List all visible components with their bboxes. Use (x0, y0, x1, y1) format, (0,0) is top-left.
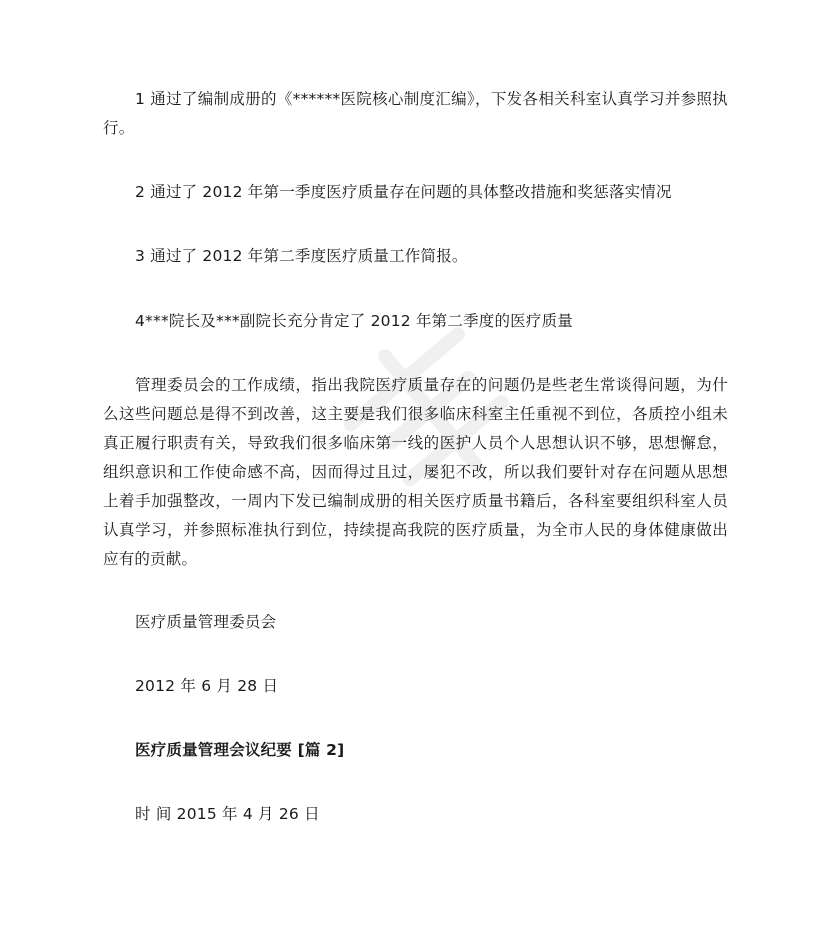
paragraph-item-1: 1 通过了编制成册的《******医院核心制度汇编》，下发各相关科室认真学习并参照执行。 (103, 90, 728, 137)
signature-committee: 医疗质量管理委员会 (135, 613, 277, 631)
paragraph-body: 管理委员会的工作成绩，指出我院医疗质量存在的问题仍是些老生常谈得问题，为什么这些问题总是得不到改善，这主要是我们很多临床科室主任重视不到位，各质控小组未真正履行职责有关，导致我们很多临床第一线的医护人员个人思想认识不够，思想懈怠，组织意识和工作使命感不高，因而得过且过，屡犯不改，所以我们要针对存在问题从思想上着手加强整改，一周内下发已编制成册的相关医疗质量书籍后，各科室要组织科室人员认真学习，并参照标准执行到位，持续提高我院的医疗质量，为全市人民的身体健康做出应有的贡献。 (103, 376, 728, 568)
paragraph-item-4: 4***院长及***副院长充分肯定了 2012 年第二季度的医疗质量 (135, 312, 573, 330)
signature-date: 2012 年 6 月 28 日 (135, 677, 279, 695)
document-body (103, 85, 728, 829)
meeting-time: 时 间 2015 年 4 月 26 日 (135, 805, 320, 823)
paragraph-item-3: 3 通过了 2012 年第二季度医疗质量工作简报。 (135, 247, 468, 265)
section-heading: 医疗质量管理会议纪要 [篇 2] (135, 741, 345, 759)
paragraph-item-2: 2 通过了 2012 年第一季度医疗质量存在问题的具体整改措施和奖惩落实情况 (135, 183, 672, 201)
